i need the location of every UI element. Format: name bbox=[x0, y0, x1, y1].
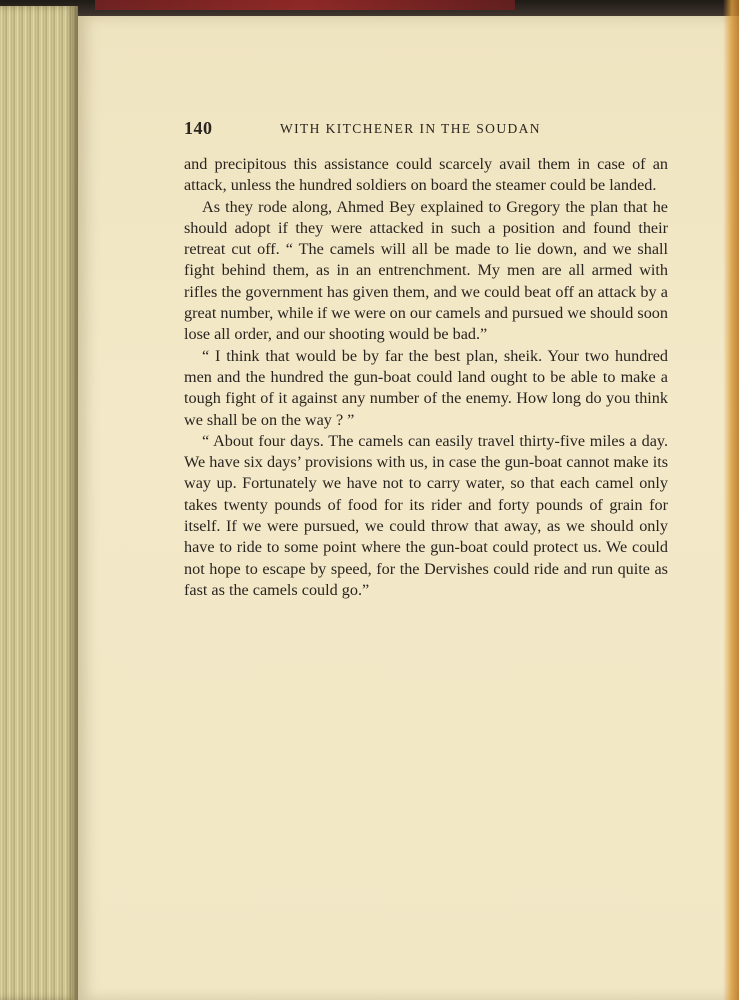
paragraph-3: “ I think that would be by far the best plan, sheik. Your two hundred men and the hundred the gun-boat could land ought to be able to make a tough fight of it against any number of the enemy. How long do you think we shall be on the way ? ” bbox=[184, 346, 668, 429]
paragraph-4: “ About four days. The camels can easily travel thirty-five miles a day. We have six days’ provisions with us, in case the gun-boat cannot make its way up. Fortunately we have not to carry water, so that each camel only takes twenty pounds of food for its rider and forty pounds of grain for itself. If we were pursued, we could throw that away, as we should only have to ride to some point where the gun-boat could protect us. We could not hope to escape by speed, for the Dervishes could ride and run quite as fast as the camels could go.” bbox=[184, 431, 668, 599]
paragraph-1: and precipitous this assistance could scarcely avail them in case of an attack, unless the hundred soldiers on board the steamer could be landed. bbox=[184, 155, 668, 195]
running-head bbox=[184, 118, 670, 138]
page-right-edge bbox=[723, 0, 739, 1000]
running-title: WITH KITCHENER IN THE SOUDAN bbox=[280, 121, 541, 136]
page-stack-edges bbox=[0, 6, 78, 1000]
body-text bbox=[184, 154, 668, 601]
book-spine-edge bbox=[95, 0, 515, 10]
page-number: 140 bbox=[184, 118, 213, 138]
paragraph-2: As they rode along, Ahmed Bey explained to Gregory the plan that he should adopt if they were attacked in such a position and found their retreat cut off. “ The camels will all be made to lie down, and we shall fight behind them, as in an entrenchment. My men are all armed with rifles the government has given them, and we could beat off an attack by a great number, while if we were on our camels and pursued we should soon lose all order, and our shooting would be bad.” bbox=[184, 197, 668, 344]
